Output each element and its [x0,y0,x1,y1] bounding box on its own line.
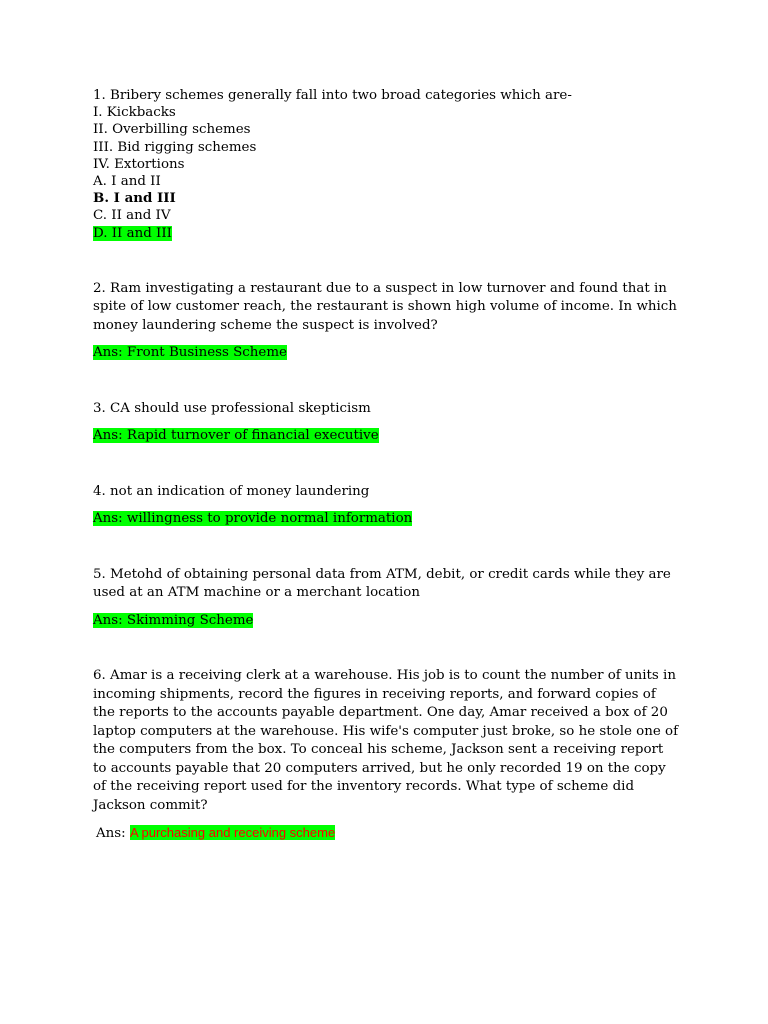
answer-6: A purchasing and receiving scheme [129,825,336,841]
question-1 [93,87,693,242]
answer-4: Ans: willingness to provide normal information [93,511,413,527]
q1-item-2: II. Overbilling schemes [93,122,251,138]
question-3-text: 3. CA should use professional skepticism [93,400,371,416]
q1-item-1: I. Kickbacks [93,105,176,121]
q1-option-c: C. II and IV [93,208,171,224]
answer-2: Ans: Front Business Scheme [93,345,287,361]
question-4-text: 4. not an indication of money laundering [93,483,370,499]
answer-6-label: Ans: [96,826,126,842]
q1-item-4: IV. Extortions [93,156,185,172]
answer-5: Ans: Skimming Scheme [93,612,254,628]
answer-3: Ans: Rapid turnover of financial executive [93,428,379,444]
question-6-text: 6. Amar is a receiving clerk at a warehouse. His job is to count the number of units in incoming shipments, record the figures in receiving reports, and forward copies of the reports to the accounts payable department. One day, Amar received a box of 20 laptop computers at the warehouse. His wife's computer just broke, so he stole one of the computers from the box. To conceal his scheme, Jackson sent a receiving report to accounts payable that 20 computers arrived, but he only recorded 19 on the copy of the receiving report used for the inventory records. What type of scheme did Jackson commit? [93,668,679,813]
q1-option-b: B. I and III [93,190,176,207]
q1-option-a: A. I and II [93,174,161,190]
q1-item-3: III. Bid rigging schemes [93,139,257,155]
question-1-text: 1. Bribery schemes generally fall into two broad categories which are- [93,88,572,103]
document-page [93,87,693,843]
question-5-text: 5. Metohd of obtaining personal data from ATM, debit, or credit cards while they are used at an ATM machine or a merchant location [93,566,671,601]
question-2-text: 2. Ram investigating a restaurant due to a suspect in low turnover and found that in spite of low customer reach, the restaurant is shown high volume of income. In which money laundering scheme the suspect is involved? [93,280,677,333]
q1-option-d-highlighted: D. II and III [93,225,172,241]
